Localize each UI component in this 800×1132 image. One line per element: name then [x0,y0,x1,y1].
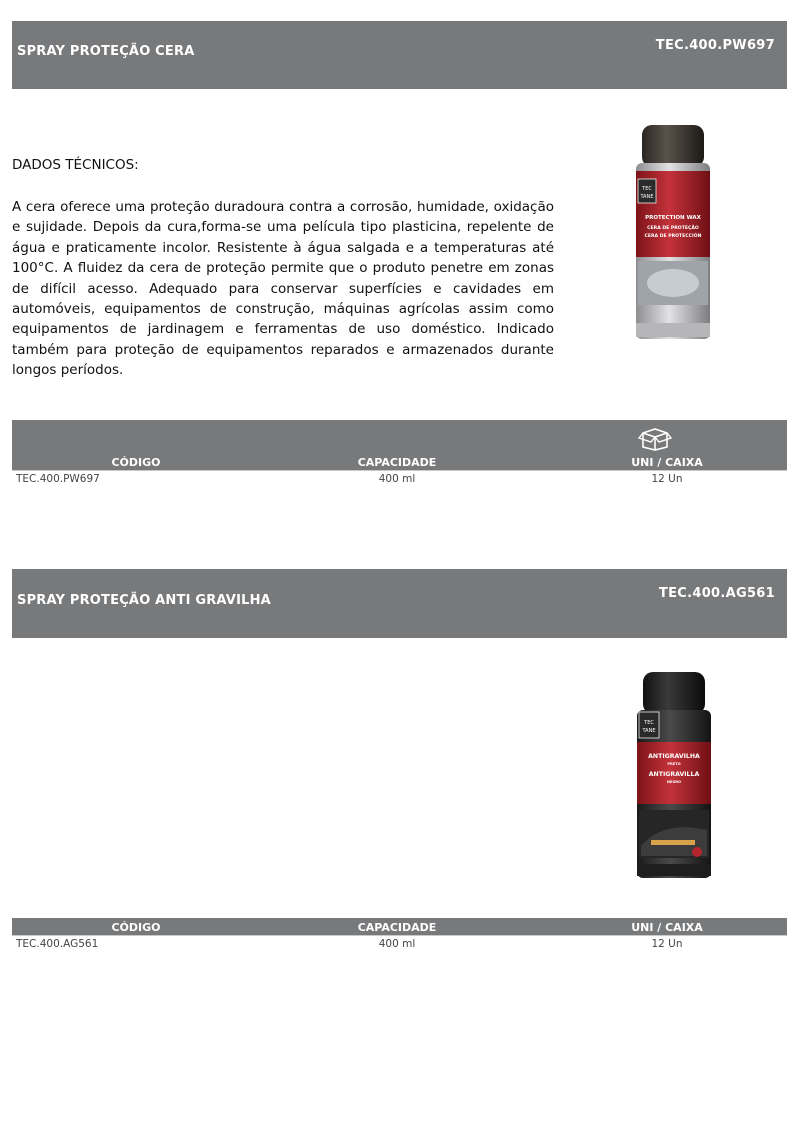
technical-data-heading: DADOS TÉCNICOS: [12,157,139,173]
table-divider [12,935,787,936]
product-code: TEC.400.PW697 [655,38,775,53]
product-title: SPRAY PROTEÇÃO ANTI GRAVILHA [17,593,271,608]
product-code: TEC.400.AG561 [658,586,775,601]
product-title: SPRAY PROTEÇÃO CERA [17,44,195,59]
product-description: A cera oferece uma proteção duradoura contra a corrosão, humidade, oxidação e sujidade. Depois da cura,forma-se uma película tipo plasticina, repelente de água e praticamente incolor. Resistente à água salgada e a temperaturas até 100°C. A fluidez da cera de proteção permite que o produto penetre em zonas de difícil acesso. Adequado para conservar superfícies e cavidades em automóveis, equipamentos de construção, máquinas agrícolas assim como equipamentos de jardinagem e ferramentas de uso doméstico. Indicado também para proteção de equipamentos reparados e armazenados durante longos períodos. [12,199,554,379]
column-header-code: CÓDIGO [111,921,161,934]
box-icon [638,427,672,451]
can-cap [643,672,705,714]
spray-can-image [630,123,716,345]
cell-capacity: 400 ml [378,473,416,485]
svg-text:CERA DE PROTECCIÓN: CERA DE PROTECCIÓN [644,234,702,239]
cell-units-per-box: 12 Un [651,938,683,950]
svg-text:PRETO: PRETO [667,762,681,766]
cell-code: TEC.400.PW697 [16,473,100,485]
svg-text:CERA DE PROTEÇÃO: CERA DE PROTEÇÃO [647,226,699,231]
column-header-capacity: CAPACIDADE [357,456,437,469]
spray-can-image [633,670,715,882]
svg-text:ANTIGRAVILHA: ANTIGRAVILHA [648,753,700,760]
column-header-units-per-box: UNI / CAIXA [631,921,703,934]
svg-text:PROTECTION WAX: PROTECTION WAX [645,215,701,221]
svg-text:TANE: TANE [642,728,656,734]
product-header-banner [12,21,787,89]
column-header-capacity: CAPACIDADE [357,921,437,934]
svg-text:ANTIGRAVILLA: ANTIGRAVILLA [648,771,700,778]
svg-text:NEGRO: NEGRO [666,780,682,784]
svg-text:TEC: TEC [644,720,654,726]
cell-units-per-box: 12 Un [651,473,683,485]
can-cap [642,125,704,167]
product-table-header [12,918,787,935]
column-header-units-per-box: UNI / CAIXA [631,456,703,469]
table-divider [12,470,787,471]
product-header-banner [12,569,787,638]
svg-text:TANE: TANE [640,194,654,200]
cell-code: TEC.400.AG561 [16,938,99,950]
column-header-code: CÓDIGO [111,456,161,469]
svg-text:TEC: TEC [642,186,652,192]
cell-capacity: 400 ml [378,938,416,950]
product-table-header [12,420,787,470]
